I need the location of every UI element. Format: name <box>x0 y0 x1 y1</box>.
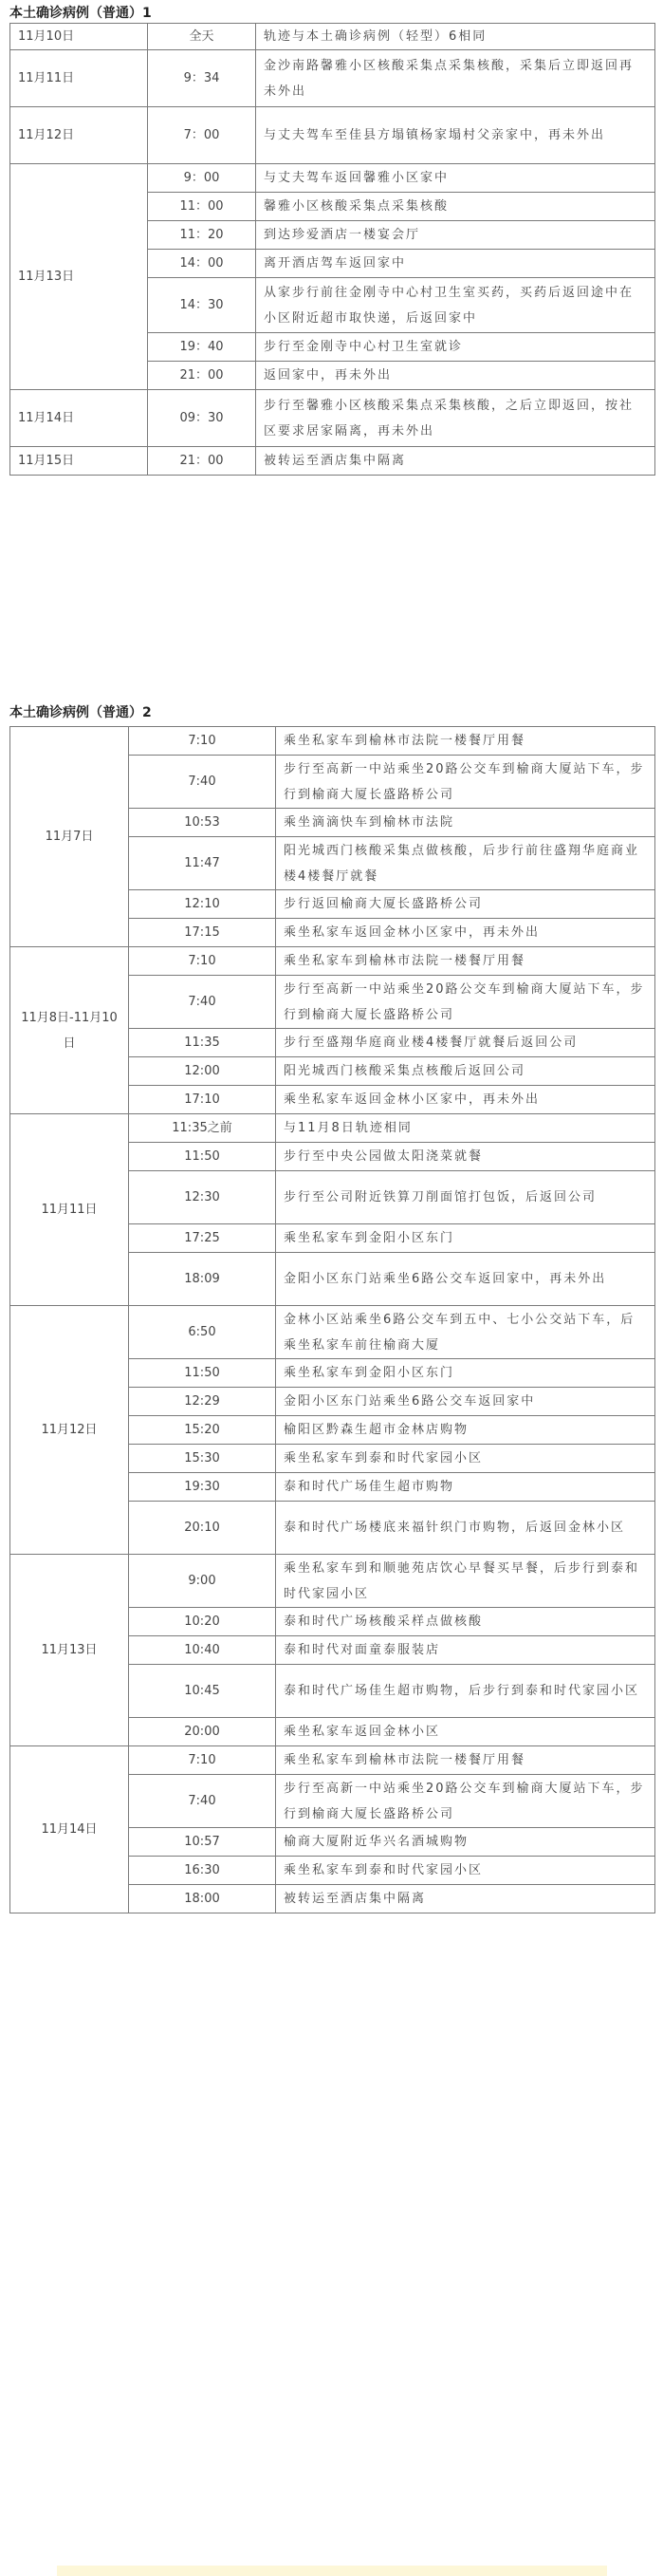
activity-cell: 金阳小区东门站乘坐6路公交车返回家中 <box>276 1388 655 1416</box>
time-cell: 11:35 <box>129 1029 276 1057</box>
time-cell: 10:20 <box>129 1608 276 1636</box>
time-cell: 9:00 <box>129 1555 276 1608</box>
activity-cell: 乘坐私家车到泰和时代家园小区 <box>276 1445 655 1473</box>
time-cell: 10:40 <box>129 1636 276 1665</box>
activity-cell: 榆商大厦附近华兴名酒城购物 <box>276 1828 655 1857</box>
activity-cell: 乘坐私家车到榆林市法院一楼餐厅用餐 <box>276 1746 655 1775</box>
table-row <box>10 447 655 476</box>
activity-cell: 乘坐私家车到泰和时代家园小区 <box>276 1857 655 1885</box>
case2-itinerary-table <box>9 726 655 1913</box>
table-row <box>10 164 655 193</box>
date-cell: 11月15日 <box>10 447 148 476</box>
date-cell: 11月13日 <box>10 164 148 390</box>
time-cell: 11：20 <box>148 221 256 250</box>
time-cell: 11:50 <box>129 1359 276 1388</box>
time-cell: 10:57 <box>129 1828 276 1857</box>
table-row <box>10 1746 655 1775</box>
time-cell: 10:45 <box>129 1665 276 1718</box>
time-cell: 12:00 <box>129 1057 276 1086</box>
time-cell: 18:09 <box>129 1253 276 1306</box>
date-cell: 11月14日 <box>10 1746 129 1913</box>
activity-cell: 返回家中，再未外出 <box>256 362 655 390</box>
time-cell: 12:29 <box>129 1388 276 1416</box>
bottom-banner-strip <box>57 2566 607 2576</box>
time-cell: 21：00 <box>148 362 256 390</box>
date-cell: 11月14日 <box>10 390 148 447</box>
time-cell: 20:10 <box>129 1502 276 1555</box>
time-cell: 11:35之前 <box>129 1114 276 1143</box>
time-cell: 10:53 <box>129 809 276 837</box>
table-row <box>10 947 655 976</box>
time-cell: 全天 <box>148 24 256 50</box>
time-cell: 18:00 <box>129 1885 276 1913</box>
activity-cell: 步行至公司附近铁算刀削面馆打包饭，后返回公司 <box>276 1171 655 1224</box>
time-cell: 16:30 <box>129 1857 276 1885</box>
time-cell: 7:40 <box>129 756 276 809</box>
activity-cell: 榆阳区黔森生超市金林店购物 <box>276 1416 655 1445</box>
date-cell: 11月11日 <box>10 1114 129 1306</box>
time-cell: 15:20 <box>129 1416 276 1445</box>
activity-cell: 离开酒店驾车返回家中 <box>256 250 655 278</box>
activity-cell: 步行至金刚寺中心村卫生室就诊 <box>256 333 655 362</box>
time-cell: 9：34 <box>148 50 256 107</box>
time-cell: 11:47 <box>129 837 276 890</box>
time-cell: 17:15 <box>129 919 276 947</box>
time-cell: 12:30 <box>129 1171 276 1224</box>
time-cell: 9：00 <box>148 164 256 193</box>
time-cell: 09：30 <box>148 390 256 447</box>
time-cell: 17:10 <box>129 1086 276 1114</box>
activity-cell: 金林小区站乘坐6路公交车到五中、七小公交站下车，后乘坐私家车前往榆商大厦 <box>276 1306 655 1359</box>
activity-cell: 步行至高新一中站乘坐20路公交车到榆商大厦站下车，步行到榆商大厦长盛路桥公司 <box>276 976 655 1029</box>
activity-cell: 与11月8日轨迹相同 <box>276 1114 655 1143</box>
activity-cell: 到达珍爱酒店一楼宴会厅 <box>256 221 655 250</box>
time-cell: 7：00 <box>148 107 256 164</box>
time-cell: 11:50 <box>129 1143 276 1171</box>
date-cell: 11月7日 <box>10 727 129 947</box>
time-cell: 21：00 <box>148 447 256 476</box>
table-row <box>10 107 655 164</box>
activity-cell: 与丈夫驾车至佳县方塌镇杨家塌村父亲家中，再未外出 <box>256 107 655 164</box>
activity-cell: 乘坐私家车到金阳小区东门 <box>276 1224 655 1253</box>
activity-cell: 步行至盛翔华庭商业楼4楼餐厅就餐后返回公司 <box>276 1029 655 1057</box>
time-cell: 19：40 <box>148 333 256 362</box>
activity-cell: 步行至中央公园做太阳浇菜就餐 <box>276 1143 655 1171</box>
time-cell: 7:10 <box>129 947 276 976</box>
activity-cell: 步行至高新一中站乘坐20路公交车到榆商大厦站下车，步行到榆商大厦长盛路桥公司 <box>276 1775 655 1828</box>
time-cell: 15:30 <box>129 1445 276 1473</box>
activity-cell: 乘坐私家车到榆林市法院一楼餐厅用餐 <box>276 947 655 976</box>
time-cell: 19:30 <box>129 1473 276 1502</box>
activity-cell: 阳光城西门核酸采集点核酸后返回公司 <box>276 1057 655 1086</box>
time-cell: 7:10 <box>129 727 276 756</box>
table-row <box>10 1114 655 1143</box>
activity-cell: 与丈夫驾车返回馨雅小区家中 <box>256 164 655 193</box>
activity-cell: 从家步行前往金刚寺中心村卫生室买药，买药后返回途中在小区附近超市取快递，后返回家中 <box>256 278 655 333</box>
date-cell: 11月12日 <box>10 107 148 164</box>
activity-cell: 步行至高新一中站乘坐20路公交车到榆商大厦站下车，步行到榆商大厦长盛路桥公司 <box>276 756 655 809</box>
time-cell: 7:40 <box>129 1775 276 1828</box>
date-cell: 11月13日 <box>10 1555 129 1746</box>
activity-cell: 泰和时代广场佳生超市购物 <box>276 1473 655 1502</box>
activity-cell: 被转运至酒店集中隔离 <box>276 1885 655 1913</box>
date-cell: 11月12日 <box>10 1306 129 1555</box>
activity-cell: 金沙南路馨雅小区核酸采集点采集核酸，采集后立即返回再未外出 <box>256 50 655 107</box>
activity-cell: 金阳小区东门站乘坐6路公交车返回家中，再未外出 <box>276 1253 655 1306</box>
activity-cell: 步行返回榆商大厦长盛路桥公司 <box>276 890 655 919</box>
time-cell: 14：00 <box>148 250 256 278</box>
activity-cell: 乘坐私家车返回金林小区家中，再未外出 <box>276 1086 655 1114</box>
time-cell: 7:10 <box>129 1746 276 1775</box>
case2-title: 本土确诊病例（普通）2 <box>9 705 152 720</box>
time-cell: 20:00 <box>129 1718 276 1746</box>
table-row <box>10 727 655 756</box>
activity-cell: 乘坐滴滴快车到榆林市法院 <box>276 809 655 837</box>
time-cell: 6:50 <box>129 1306 276 1359</box>
table-row <box>10 50 655 107</box>
time-cell: 12:10 <box>129 890 276 919</box>
activity-cell: 步行至馨雅小区核酸采集点采集核酸，之后立即返回，按社区要求居家隔离，再未外出 <box>256 390 655 447</box>
activity-cell: 阳光城西门核酸采集点做核酸，后步行前往盛翔华庭商业楼4楼餐厅就餐 <box>276 837 655 890</box>
activity-cell: 泰和时代广场楼底来福针织门市购物，后返回金林小区 <box>276 1502 655 1555</box>
table-row <box>10 1306 655 1359</box>
time-cell: 7:40 <box>129 976 276 1029</box>
activity-cell: 乘坐私家车返回金林小区 <box>276 1718 655 1746</box>
activity-cell: 乘坐私家车返回金林小区家中，再未外出 <box>276 919 655 947</box>
activity-cell: 馨雅小区核酸采集点采集核酸 <box>256 193 655 221</box>
activity-cell: 泰和时代广场核酸采样点做核酸 <box>276 1608 655 1636</box>
date-cell: 11月10日 <box>10 24 148 50</box>
case1-title: 本土确诊病例（普通）1 <box>9 6 152 21</box>
table-row <box>10 24 655 50</box>
activity-cell: 泰和时代对面童泰服装店 <box>276 1636 655 1665</box>
activity-cell: 泰和时代广场佳生超市购物，后步行到泰和时代家园小区 <box>276 1665 655 1718</box>
time-cell: 11：00 <box>148 193 256 221</box>
time-cell: 17:25 <box>129 1224 276 1253</box>
date-cell: 11月11日 <box>10 50 148 107</box>
table-row <box>10 1555 655 1608</box>
time-cell: 14：30 <box>148 278 256 333</box>
table-row <box>10 390 655 447</box>
activity-cell: 乘坐私家车到金阳小区东门 <box>276 1359 655 1388</box>
date-cell: 11月8日-11月10日 <box>10 947 129 1114</box>
activity-cell: 乘坐私家车到榆林市法院一楼餐厅用餐 <box>276 727 655 756</box>
case1-itinerary-table <box>9 23 655 476</box>
activity-cell: 被转运至酒店集中隔离 <box>256 447 655 476</box>
activity-cell: 轨迹与本土确诊病例（轻型）6相同 <box>256 24 655 50</box>
activity-cell: 乘坐私家车到和顺驰苑店饮心早餐买早餐，后步行到泰和时代家园小区 <box>276 1555 655 1608</box>
